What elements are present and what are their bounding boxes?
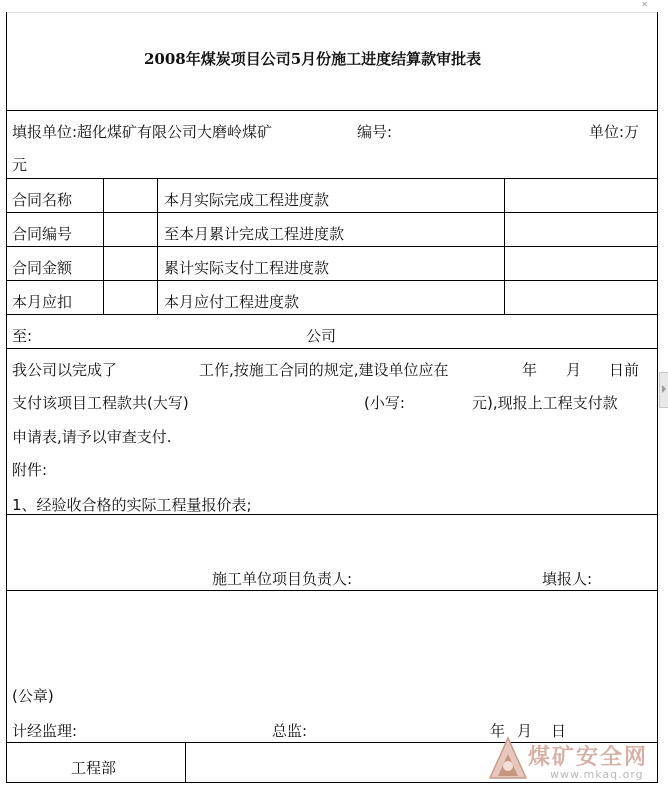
body-line-2b: (小写: [364, 394, 405, 412]
rule-after-title [7, 110, 657, 111]
fill-unit-label: 填报单位:超化煤矿有限公司大磨岭煤矿 [12, 123, 273, 141]
attachment-item-1: 1、经验收合格的实际工程量报价表; [12, 496, 252, 514]
row-4-left: 本月应扣 [12, 293, 73, 311]
dept-col-rule [185, 742, 186, 782]
unit-label-cont: 元 [12, 156, 28, 174]
manager-label: 施工单位项目负责人: [212, 570, 353, 588]
col-rule-2 [157, 178, 158, 314]
watermark-url: www.mkaq.org [550, 768, 644, 781]
rule-row-1 [7, 212, 657, 213]
body-year: 年 [522, 361, 538, 379]
rule-row-3 [7, 280, 657, 281]
rule-after-header [7, 178, 657, 179]
site-watermark [488, 736, 658, 786]
supervisor-label: 计经监理: [12, 722, 78, 740]
row-4-right: 本月应付工程进度款 [164, 293, 300, 311]
unit-label: 单位:万 [589, 123, 640, 141]
row-3-right: 累计实际支付工程进度款 [164, 259, 330, 277]
row-2-left: 合同编号 [12, 225, 73, 243]
rule-after-sign [7, 590, 657, 591]
row-1-right: 本月实际完成工程进度款 [164, 191, 330, 209]
row-2-right: 至本月累计完成工程进度款 [164, 225, 345, 243]
body-line-1b: 工作,按施工合同的规定,建设单位应在 [199, 361, 449, 379]
body-day: 日前 [609, 361, 640, 379]
col-rule-3 [504, 178, 505, 314]
attachment-label: 附件: [12, 461, 48, 479]
row-1-left: 合同名称 [12, 191, 73, 209]
body-line-3: 申请表,请予以审查支付. [12, 428, 172, 446]
footer-day: 日 [551, 722, 567, 740]
approval-form [6, 0, 658, 789]
to-company: 公司 [306, 327, 337, 345]
body-line-1a: 我公司以完成了 [12, 361, 118, 379]
body-line-2c: 元),现报上工程支付款 [472, 394, 618, 412]
dept-label: 工程部 [71, 759, 117, 777]
col-rule-1 [103, 178, 104, 314]
page-corner-mark: ✕ [641, 0, 648, 9]
watermark-site-name: 煤矿安全网 [528, 744, 649, 770]
chief-label: 总监: [272, 722, 308, 740]
side-expand-handle[interactable] [659, 372, 668, 408]
body-month: 月 [566, 361, 582, 379]
footer-month: 月 [517, 722, 533, 740]
rule-row-4 [7, 314, 657, 315]
form-title: 2008年煤炭项目公司5月份施工进度结算款审批表 [144, 50, 482, 68]
rule-row-2 [7, 246, 657, 247]
row-3-left: 合同金额 [12, 259, 73, 277]
number-label: 编号: [357, 123, 393, 141]
filler-label: 填报人: [542, 570, 593, 588]
mine-logo-icon [488, 736, 528, 780]
body-line-2a: 支付该项目工程款共(大写) [12, 394, 189, 412]
rule-after-to [7, 348, 657, 349]
footer-year: 年 [490, 722, 506, 740]
official-seal-label: (公章) [12, 687, 54, 705]
to-prefix: 至: [12, 327, 33, 345]
